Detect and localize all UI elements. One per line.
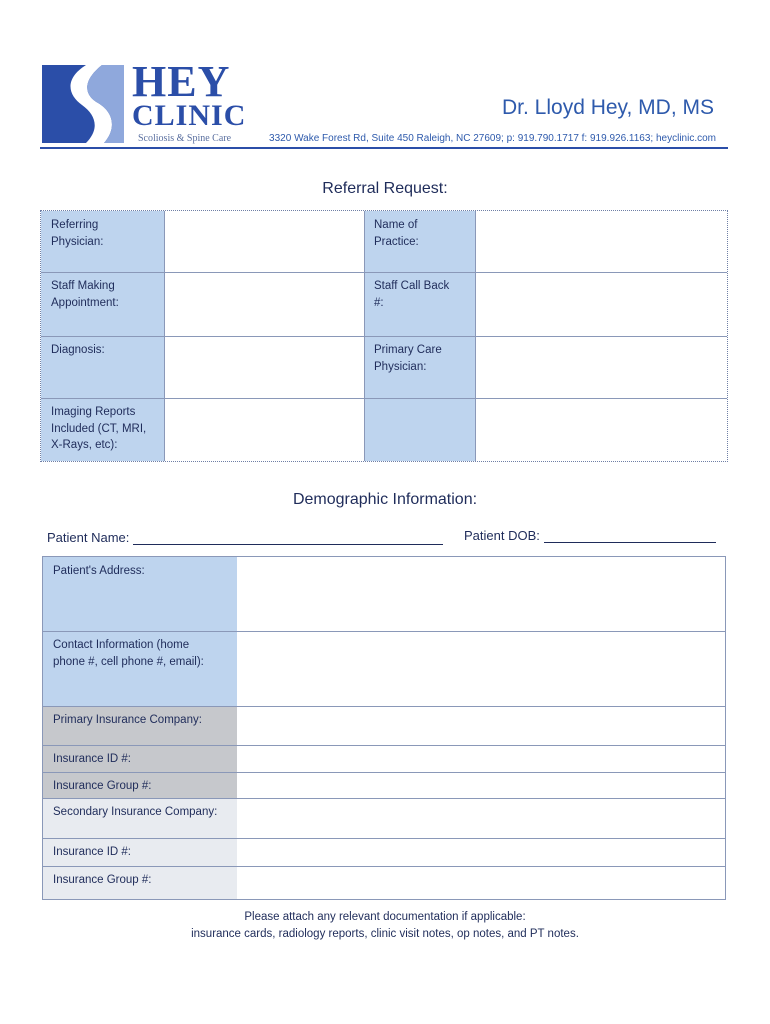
secondary-insurance-label: Secondary Insurance Company: (43, 798, 237, 838)
primary-insurance-group-field[interactable] (237, 772, 725, 798)
patient-dob-field[interactable] (544, 528, 716, 543)
row-divider (43, 838, 725, 839)
imaging-reports-label: Imaging Reports Included (CT, MRI, X-Rays, etc): (41, 398, 164, 461)
staff-call-back-field[interactable] (475, 272, 727, 336)
column-divider (164, 211, 165, 461)
footer-note (0, 909, 770, 944)
demographic-title: Demographic Information: (292, 491, 478, 508)
row-divider (43, 866, 725, 867)
primary-care-physician-field[interactable] (475, 336, 727, 398)
demographic-table (42, 556, 726, 900)
column-divider (475, 211, 476, 461)
diagnosis-field[interactable] (164, 336, 364, 398)
logo-hey-text: HEY (132, 57, 231, 106)
primary-insurance-field[interactable] (237, 706, 725, 745)
primary-insurance-id-field[interactable] (237, 745, 725, 772)
row-divider (43, 631, 725, 632)
row-divider (41, 272, 727, 273)
column-divider (364, 211, 365, 461)
diagnosis-label: Diagnosis: (41, 336, 164, 398)
secondary-insurance-field[interactable] (237, 798, 725, 838)
secondary-insurance-id-field[interactable] (237, 838, 725, 866)
row-divider (43, 706, 725, 707)
logo-clinic-text: CLINIC (132, 99, 247, 132)
patient-address-field[interactable] (237, 557, 725, 631)
footer-line-2: insurance cards, radiology reports, clinic visit notes, op notes, and PT notes. (191, 928, 579, 941)
patient-address-label: Patient's Address: (43, 557, 237, 631)
imaging-reports-field[interactable] (164, 398, 364, 461)
row-divider (43, 798, 725, 799)
referring-physician-label: Referring Physician: (41, 211, 164, 272)
primary-insurance-label: Primary Insurance Company: (43, 706, 237, 745)
doctor-name: Dr. Lloyd Hey, MD, MS (502, 96, 714, 119)
primary-insurance-id-label: Insurance ID #: (43, 745, 237, 772)
primary-care-physician-label: Primary Care Physician: (364, 336, 475, 398)
staff-making-appointment-label: Staff Making Appointment: (41, 272, 164, 336)
referral-title: Referral Request: (322, 180, 448, 197)
row-divider (41, 336, 727, 337)
footer-line-1: Please attach any relevant documentation if applicable: (244, 911, 526, 923)
practice-name-label: Name of Practice: (364, 211, 475, 272)
contact-info-field[interactable] (237, 631, 725, 706)
patient-name-row (47, 530, 443, 545)
logo-tagline: Scoliosis & Spine Care (138, 133, 232, 144)
primary-insurance-group-label: Insurance Group #: (43, 772, 237, 798)
header-divider (40, 147, 728, 149)
patient-name-label: Patient Name: (47, 530, 130, 545)
staff-making-appointment-field[interactable] (164, 272, 364, 336)
patient-dob-label: Patient DOB: (464, 528, 540, 543)
secondary-insurance-id-label: Insurance ID #: (43, 838, 237, 866)
row-divider (41, 398, 727, 399)
clinic-address: 3320 Wake Forest Rd, Suite 450 Raleigh, NC 27609; p: 919.790.1717 f: 919.926.1163; heyclinic.com (269, 133, 716, 144)
referring-physician-field[interactable] (164, 211, 364, 272)
practice-name-field[interactable] (475, 211, 727, 272)
blank-field-cell (475, 398, 727, 461)
clinic-logo-icon (42, 65, 124, 143)
row-divider (43, 745, 725, 746)
patient-dob-row (464, 528, 716, 543)
secondary-insurance-group-label: Insurance Group #: (43, 866, 237, 899)
secondary-insurance-group-field[interactable] (237, 866, 725, 899)
referral-table (40, 210, 728, 462)
row-divider (43, 772, 725, 773)
contact-info-label: Contact Information (home phone #, cell phone #, email): (43, 631, 237, 706)
blank-label-cell (364, 398, 475, 461)
patient-name-field[interactable] (133, 530, 443, 545)
staff-call-back-label: Staff Call Back #: (364, 272, 475, 336)
